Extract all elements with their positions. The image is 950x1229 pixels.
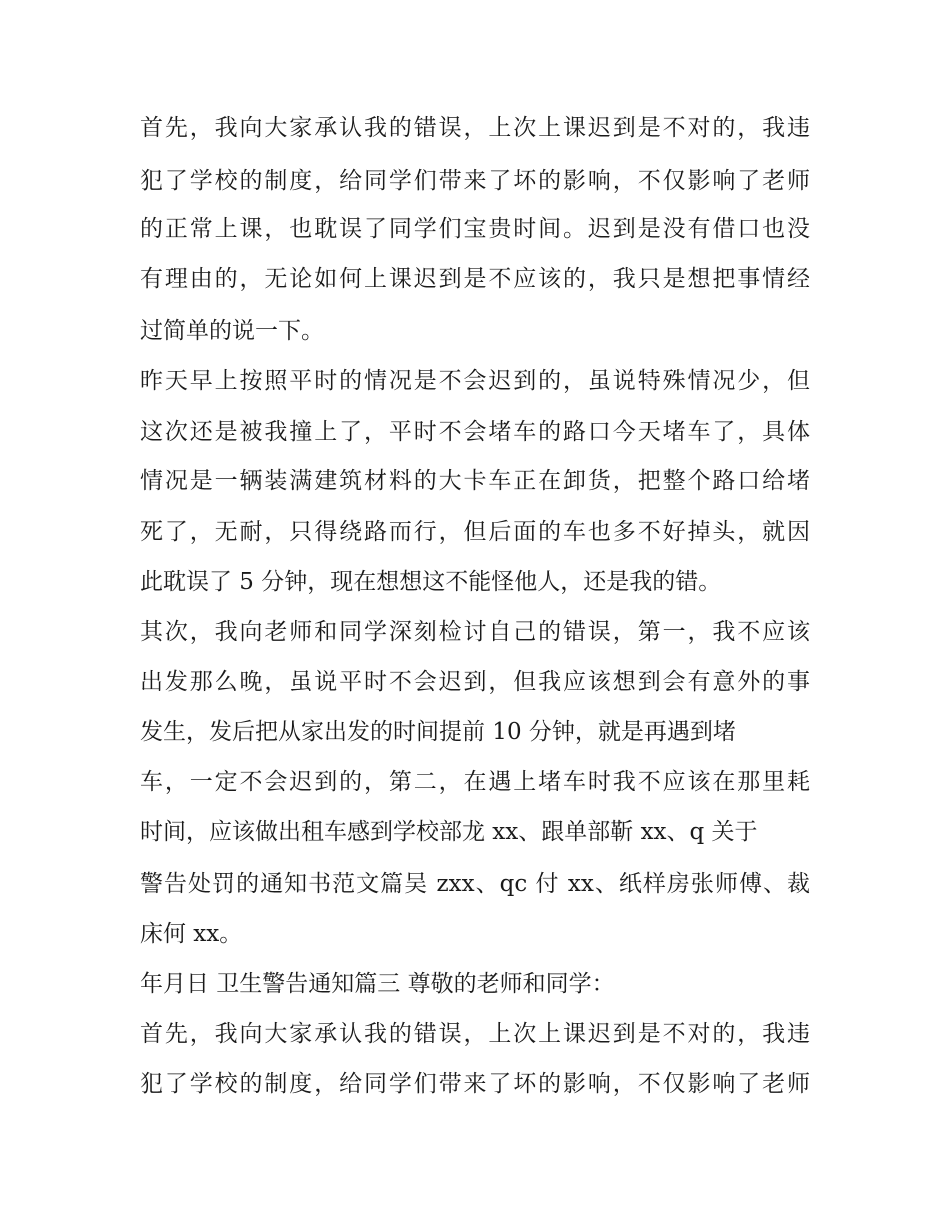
text-line: 出发那么晚，虽说平时不会迟到，但我应该想到会有意外的事 [140,669,810,695]
text-line: 其次，我向老师和同学深刻检讨自己的错误，第一，我不应该 [140,619,810,645]
text-line: 犯了学校的制度，给同学们带来了坏的影响，不仅影响了老师 [140,1071,810,1097]
text-line: 年月日 卫生警告通知篇三 尊敬的老师和同学： [140,971,615,997]
text-line: 时间，应该做出租车感到学校部龙 xx、跟单部靳 xx、q 关于 [140,819,758,845]
text-line: 有理由的，无论如何上课迟到是不应该的，我只是想把事情经 [140,266,810,292]
text-line: 警告处罚的通知书范文篇吴 zxx、qc 付 xx、纸样房张师傅、裁 [140,871,810,897]
text-line: 死了，无耐，只得绕路而行，但后面的车也多不好掉头，就因 [140,519,810,545]
text-line: 床何 xx。 [140,921,243,947]
text-line: 犯了学校的制度，给同学们带来了坏的影响，不仅影响了老师 [140,168,810,194]
text-line: 此耽误了 5 分钟，现在想想这不能怪他人，还是我的错。 [140,569,722,595]
text-line: 昨天早上按照平时的情况是不会迟到的，虽说特殊情况少，但 [140,368,810,394]
text-line: 车，一定不会迟到的，第二，在遇上堵车时我不应该在那里耗 [140,769,810,795]
text-line: 这次还是被我撞上了，平时不会堵车的路口今天堵车了，具体 [140,419,810,445]
text-line: 情况是一辆装满建筑材料的大卡车正在卸货，把整个路口给堵 [140,468,810,494]
text-line: 首先，我向大家承认我的错误，上次上课迟到是不对的，我违 [140,1021,810,1047]
text-line: 过简单的说一下。 [140,318,324,344]
text-line: 首先，我向大家承认我的错误，上次上课迟到是不对的，我违 [140,115,810,141]
text-line: 的正常上课，也耽误了同学们宝贵时间。迟到是没有借口也没 [140,216,810,242]
text-line: 发生，发后把从家出发的时间提前 10 分钟，就是再遇到堵 [140,719,736,745]
